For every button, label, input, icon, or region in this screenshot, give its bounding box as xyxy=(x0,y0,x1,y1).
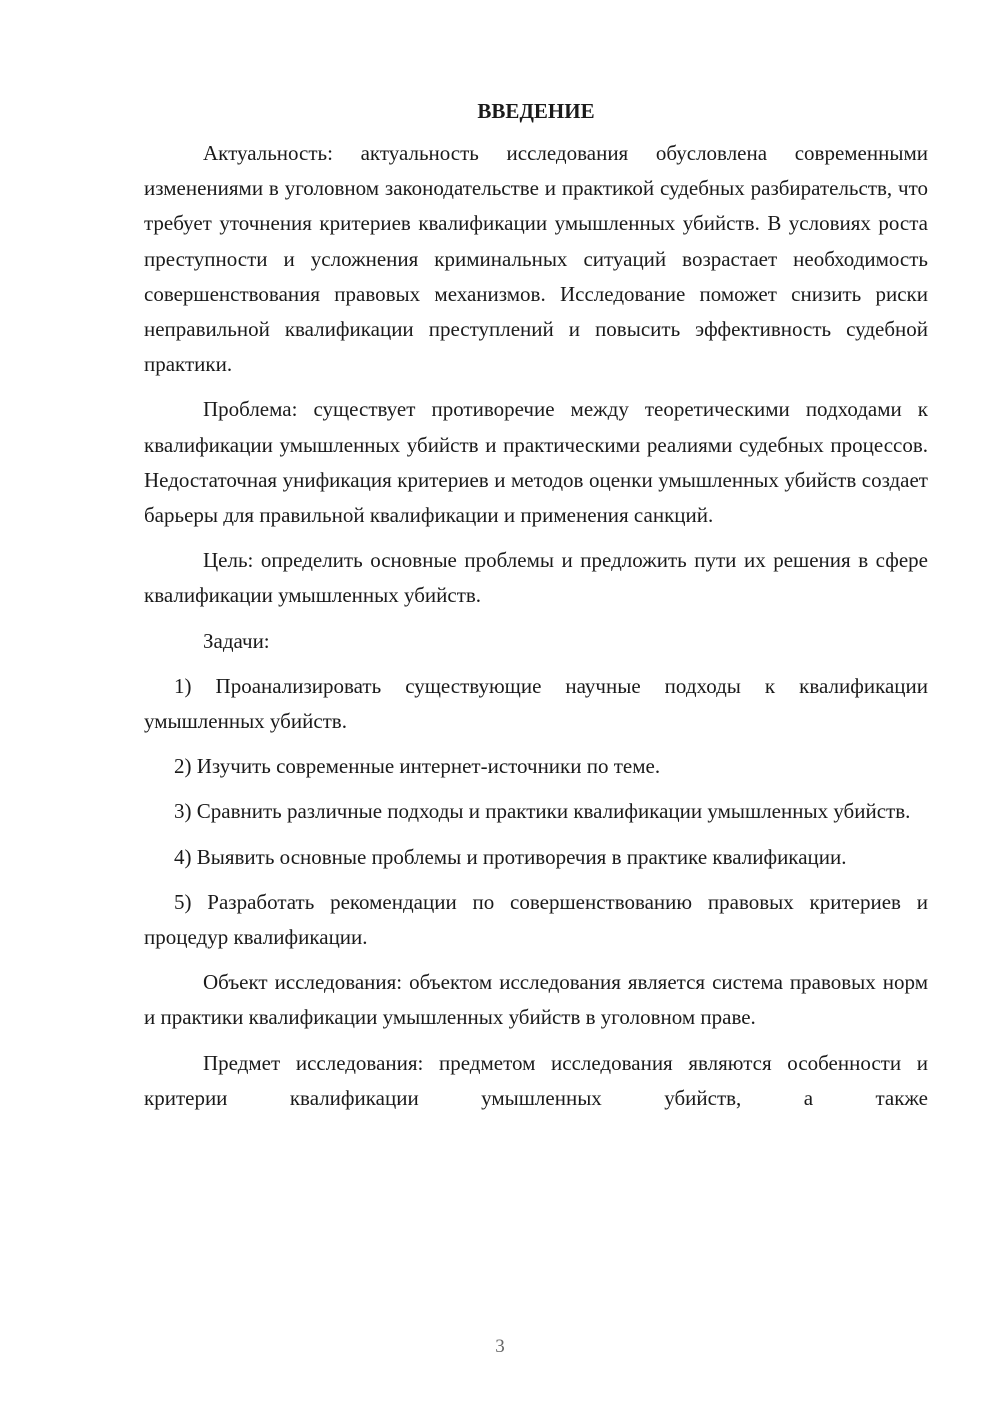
page-number: 3 xyxy=(495,1336,505,1357)
section-heading: ВВЕДЕНИЕ xyxy=(477,99,595,123)
task-item: 3) Сравнить различные подходы и практики квалификации умышленных убийств. xyxy=(174,799,911,824)
task-item: 2) Изучить современные интернет-источники по теме. xyxy=(174,754,661,779)
task-item: 5) Разработать рекомендации по совершенствованию правовых критериев и процедур квалификации. xyxy=(144,889,928,950)
document-page xyxy=(144,96,928,1126)
tasks-label: Задачи: xyxy=(203,628,270,653)
task-item: 4) Выявить основные проблемы и противоречия в практике квалификации. xyxy=(174,844,847,869)
paragraph-relevance: Актуальность: актуальность исследования обусловлена современными изменениями в уголовном законодательстве и практикой судебных разбирательств, что требует уточнения критериев квалификации умышленных убийств. В условиях роста преступности и усложнения криминальных ситуаций возрастает необходимость совершенствования правовых механизмов. Исследование поможет снизить риски неправильной квалификации преступлений и повысить эффективность судебной практики. xyxy=(144,141,928,377)
paragraph-subject: Предмет исследования: предметом исследования являются особенности и критерии квалификации умышленных убийств, а также xyxy=(144,1050,928,1110)
paragraph-object: Объект исследования: объектом исследования является система правовых норм и практики квалификации умышленных убийств в уголовном праве. xyxy=(144,970,928,1030)
paragraph-goal: Цель: определить основные проблемы и предложить пути их решения в сфере квалификации умышленных убийств. xyxy=(144,548,928,608)
paragraph-problem: Проблема: существует противоречие между теоретическими подходами к квалификации умышленных убийств и практическими реалиями судебных процессов. Недостаточная унификация критериев и методов оценки умышленных убийств создает барьеры для правильной квалификации и применения санкций. xyxy=(144,397,928,528)
task-item: 1) Проанализировать существующие научные подходы к квалификации умышленных убийств. xyxy=(144,673,928,734)
